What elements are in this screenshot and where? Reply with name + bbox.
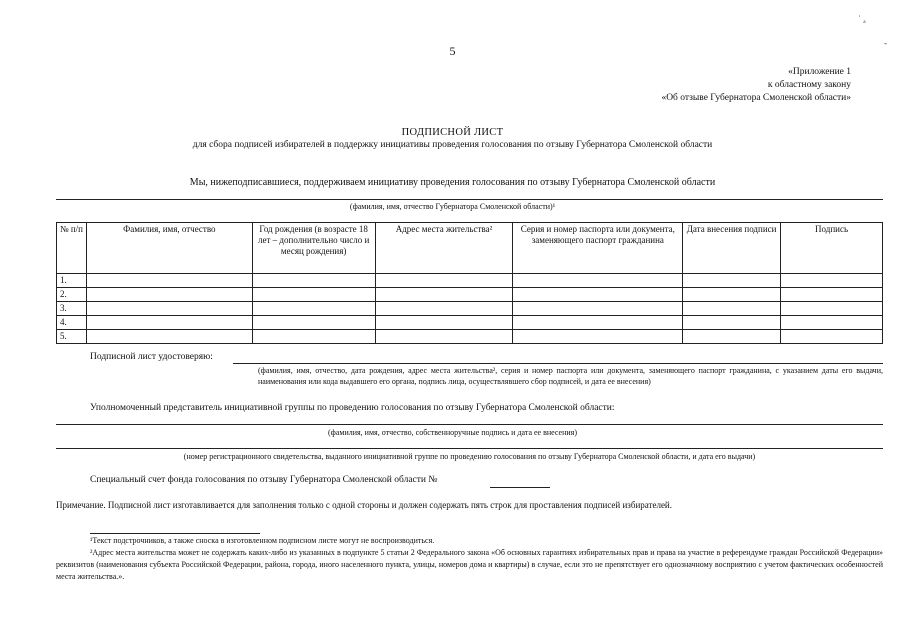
cell-signature[interactable]: [781, 274, 883, 288]
table-header-row: [57, 223, 883, 274]
representative-caption: (фамилия, имя, отчество, собственноручные подпись и дата ее внесения): [327, 428, 578, 437]
fund-label: Специальный счет фонда голосования по отзыву Губернатора Смоленской области №: [90, 475, 438, 485]
row-number: 1.: [57, 274, 87, 288]
cell-signature-date[interactable]: [683, 302, 781, 316]
cell-signature-date[interactable]: [683, 288, 781, 302]
footnote-separator: [90, 533, 260, 534]
footnote-2: ²Адрес места жительства может не содержать каких-либо из указанных в подпункте 5 статьи 2 Федерального закона «Об основных гарантиях избирательных прав и права на участие в референдуме граждан Российской Федерации» реквизитов (наименования субъекта Российской Федерации, района, города, иного населенного пункта, улицы, номеров дома и квартиры) в случае, если это не препятствует его однозначному восприятию с учетом фактических особенностей места жительства.».: [56, 548, 883, 581]
cell-signature[interactable]: [781, 302, 883, 316]
cell-birth-year[interactable]: [252, 316, 375, 330]
header-signature: Подпись: [781, 223, 883, 274]
governor-name-caption: (фамилия, имя, отчество Губернатора Смоленской области)¹: [349, 202, 556, 211]
cell-address[interactable]: [375, 316, 513, 330]
cell-signature[interactable]: [781, 316, 883, 330]
cell-address[interactable]: [375, 330, 513, 344]
appendix-line-1: «Приложение 1: [788, 67, 851, 77]
cell-full-name[interactable]: [86, 330, 252, 344]
signature-table: [56, 222, 883, 344]
cell-passport[interactable]: [513, 288, 683, 302]
header-signature-date: Дата внесения подписи: [683, 223, 781, 274]
document-title: ПОДПИСНОЙ ЛИСТ: [401, 127, 504, 138]
cell-full-name[interactable]: [86, 274, 252, 288]
table-row: [57, 330, 883, 344]
cell-passport[interactable]: [513, 274, 683, 288]
cell-signature[interactable]: [781, 288, 883, 302]
cell-address[interactable]: [375, 302, 513, 316]
cell-signature-date[interactable]: [683, 274, 781, 288]
table-row: [57, 274, 883, 288]
cell-full-name[interactable]: [86, 302, 252, 316]
cell-birth-year[interactable]: [252, 302, 375, 316]
note: Примечание. Подписной лист изготавливается для заполнения только с одной стороны и должен содержать пять строк для проставления подписей избирателей.: [56, 500, 673, 510]
header-passport: Серия и номер паспорта или документа, заменяющего паспорт гражданина: [513, 223, 683, 274]
registration-caption: (номер регистрационного свидетельства, выданного инициативной группе по проведению голосования по отзыву Губернатора Смоленской области, и дата его выдачи): [183, 452, 756, 461]
scan-mark-right: -: [884, 38, 887, 48]
cell-birth-year[interactable]: [252, 288, 375, 302]
cell-birth-year[interactable]: [252, 330, 375, 344]
certify-caption: (фамилия, имя, отчество, дата рождения, адрес места жительства², серия и номер паспорта или документа, заменяющего паспорт гражданина, с указанием даты его выдачи, наименования или кода выдавшего его органа, подпись лица, осуществлявшего сбор подписей, и дата ее внесения): [258, 366, 883, 386]
header-address: Адрес места жительства²: [375, 223, 513, 274]
document-subtitle: для сбора подписей избирателей в поддержку инициативы проведения голосования по отзыву Губернатора Смоленской области: [192, 140, 713, 150]
scan-mark-top-right: ˙ ₐ: [858, 14, 866, 24]
table-row: [57, 316, 883, 330]
row-number: 5.: [57, 330, 87, 344]
certify-line[interactable]: [233, 363, 883, 364]
cell-address[interactable]: [375, 288, 513, 302]
cell-passport[interactable]: [513, 302, 683, 316]
cell-full-name[interactable]: [86, 316, 252, 330]
registration-line[interactable]: [56, 448, 883, 449]
footnote-1: ¹Текст подстрочников, а также сноска в изготовленном подписном листе могут не воспроизводиться.: [90, 536, 435, 545]
cell-signature-date[interactable]: [683, 330, 781, 344]
header-full-name: Фамилия, имя, отчество: [86, 223, 252, 274]
appendix-line-2: к областному закону: [767, 80, 851, 90]
header-birth-year: Год рождения (в возрасте 18 лет – дополнительно число и месяц рождения): [252, 223, 375, 274]
representative-line[interactable]: [56, 424, 883, 425]
intro-statement: Мы, нижеподписавшиеся, поддерживаем инициативу проведения голосования по отзыву Губернатора Смоленской области: [189, 177, 716, 188]
certify-label: Подписной лист удостоверяю:: [90, 352, 213, 362]
row-number: 3.: [57, 302, 87, 316]
header-number: № п/п: [57, 223, 87, 274]
cell-signature-date[interactable]: [683, 316, 781, 330]
cell-birth-year[interactable]: [252, 274, 375, 288]
appendix-line-3: «Об отзыве Губернатора Смоленской области»: [661, 93, 851, 103]
governor-name-line[interactable]: [56, 199, 883, 200]
representative-label: Уполномоченный представитель инициативной группы по проведению голосования по отзыву Губернатора Смоленской области:: [90, 403, 615, 413]
cell-signature[interactable]: [781, 330, 883, 344]
cell-passport[interactable]: [513, 316, 683, 330]
appendix-reference: [661, 66, 851, 105]
cell-passport[interactable]: [513, 330, 683, 344]
page-number: 5: [449, 44, 456, 58]
cell-full-name[interactable]: [86, 288, 252, 302]
row-number: 2.: [57, 288, 87, 302]
table-row: [57, 302, 883, 316]
table-row: [57, 288, 883, 302]
fund-number-line[interactable]: [490, 487, 550, 488]
row-number: 4.: [57, 316, 87, 330]
cell-address[interactable]: [375, 274, 513, 288]
